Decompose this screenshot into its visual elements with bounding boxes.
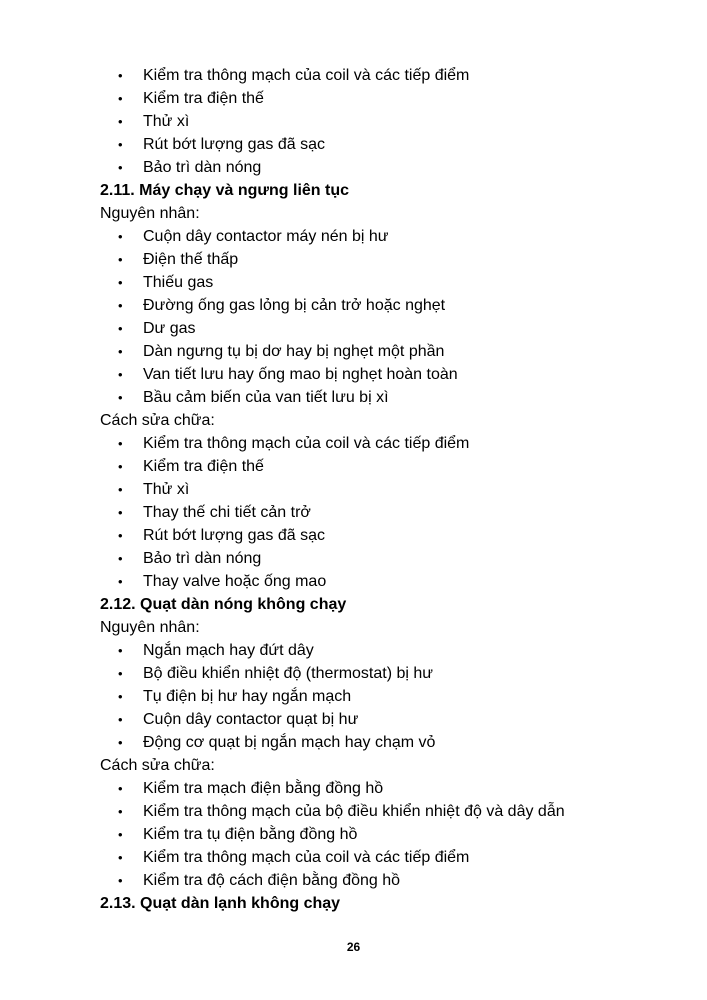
bullet-icon: •: [118, 436, 123, 451]
document-body: [0, 64, 707, 915]
list-item-text: Dư gas: [143, 320, 196, 337]
list-item: [0, 225, 707, 248]
list-item: [0, 156, 707, 179]
bullet-icon: •: [118, 689, 123, 704]
list-item: [0, 823, 707, 846]
list-item: [0, 547, 707, 570]
list-item-text: Thiếu gas: [143, 274, 214, 291]
list-item: [0, 570, 707, 593]
bullet-icon: •: [118, 367, 123, 382]
list-item-text: Đường ống gas lỏng bị cản trở hoặc nghẹt: [143, 297, 446, 314]
list-item-text: Kiểm tra thông mạch của bộ điều khiển nhiệt độ và dây dẫn: [143, 803, 565, 820]
list-item-text: Bộ điều khiển nhiệt độ (thermostat) bị hư: [143, 665, 433, 682]
bullet-icon: •: [118, 390, 123, 405]
bullet-icon: •: [118, 666, 123, 681]
bullet-icon: •: [118, 528, 123, 543]
list-item: [0, 340, 707, 363]
list-item: [0, 294, 707, 317]
list-item-text: Van tiết lưu hay ống mao bị nghẹt hoàn toàn: [143, 366, 458, 383]
list-item: [0, 87, 707, 110]
list-item-text: Bầu cảm biến của van tiết lưu bị xì: [143, 389, 389, 406]
bullet-icon: •: [118, 505, 123, 520]
bullet-icon: •: [118, 827, 123, 842]
section-heading: 2.13. Quạt dàn lạnh không chạy: [100, 895, 341, 912]
bullet-icon: •: [118, 321, 123, 336]
bullet-icon: •: [118, 712, 123, 727]
bullet-icon: •: [118, 574, 123, 589]
list-item-text: Bảo trì dàn nóng: [143, 159, 262, 176]
page-number: 26: [346, 940, 361, 954]
list-item-text: Ngắn mạch hay đứt dây: [143, 642, 314, 659]
list-item: [0, 846, 707, 869]
bullet-icon: •: [118, 873, 123, 888]
bullet-icon: •: [118, 781, 123, 796]
bullet-icon: •: [118, 114, 123, 129]
list-item-text: Rút bớt lượng gas đã sạc: [143, 527, 326, 544]
list-item-text: Kiểm tra thông mạch của coil và các tiếp điểm: [143, 435, 470, 452]
section-heading: 2.12. Quạt dàn nóng không chạy: [100, 596, 347, 613]
bullet-icon: •: [118, 551, 123, 566]
list-item: [0, 662, 707, 685]
bullet-icon: •: [118, 137, 123, 152]
list-item: [0, 386, 707, 409]
section-label: Cách sửa chữa:: [100, 757, 215, 774]
list-item: [0, 363, 707, 386]
list-item-text: Tụ điện bị hư hay ngắn mạch: [143, 688, 352, 705]
list-item: [0, 110, 707, 133]
list-item: [0, 133, 707, 156]
section-heading: 2.11. Máy chạy và ngưng liên tục: [100, 182, 350, 199]
list-item: [0, 639, 707, 662]
list-item: [0, 317, 707, 340]
list-item-text: Kiểm tra thông mạch của coil và các tiếp điểm: [143, 849, 470, 866]
list-item: [0, 800, 707, 823]
list-item-text: Điện thế thấp: [143, 251, 239, 268]
list-item: [0, 869, 707, 892]
list-item-text: Kiểm tra tụ điện bằng đồng hồ: [143, 826, 358, 843]
bullet-icon: •: [118, 252, 123, 267]
list-item-text: Dàn ngưng tụ bị dơ hay bị nghẹt một phần: [143, 343, 445, 360]
list-item: [0, 731, 707, 754]
list-item-text: Thay thế chi tiết cản trở: [143, 504, 311, 521]
bullet-icon: •: [118, 275, 123, 290]
list-item: [0, 248, 707, 271]
bullet-icon: •: [118, 735, 123, 750]
list-item-text: Kiểm tra điện thế: [143, 90, 264, 107]
list-item-text: Thử xì: [143, 481, 190, 498]
list-item: [0, 478, 707, 501]
list-item-text: Cuộn dây contactor máy nén bị hư: [143, 228, 389, 245]
list-item: [0, 271, 707, 294]
list-item-text: Cuộn dây contactor quạt bị hư: [143, 711, 359, 728]
bullet-icon: •: [118, 91, 123, 106]
list-item-text: Thay valve hoặc ống mao: [143, 573, 327, 590]
bullet-icon: •: [118, 643, 123, 658]
section-label: Cách sửa chữa:: [100, 412, 215, 429]
list-item-text: Kiểm tra mạch điện bằng đồng hồ: [143, 780, 384, 797]
bullet-icon: •: [118, 68, 123, 83]
bullet-icon: •: [118, 160, 123, 175]
list-item-text: Bảo trì dàn nóng: [143, 550, 262, 567]
list-item: [0, 708, 707, 731]
list-item: [0, 432, 707, 455]
list-item: [0, 64, 707, 87]
bullet-icon: •: [118, 850, 123, 865]
bullet-icon: •: [118, 459, 123, 474]
list-item-text: Rút bớt lượng gas đã sạc: [143, 136, 326, 153]
bullet-icon: •: [118, 344, 123, 359]
list-item: [0, 524, 707, 547]
list-item-text: Kiểm tra điện thế: [143, 458, 264, 475]
bullet-icon: •: [118, 482, 123, 497]
bullet-icon: •: [118, 298, 123, 313]
list-item: [0, 777, 707, 800]
list-item: [0, 455, 707, 478]
list-item-text: Kiểm tra thông mạch của coil và các tiếp điểm: [143, 67, 470, 84]
section-label: Nguyên nhân:: [100, 205, 200, 222]
list-item-text: Thử xì: [143, 113, 190, 130]
list-item-text: Động cơ quạt bị ngắn mạch hay chạm vỏ: [143, 734, 436, 751]
list-item: [0, 501, 707, 524]
list-item: [0, 685, 707, 708]
bullet-icon: •: [118, 804, 123, 819]
section-label: Nguyên nhân:: [100, 619, 200, 636]
list-item-text: Kiểm tra độ cách điện bằng đồng hồ: [143, 872, 401, 889]
bullet-icon: •: [118, 229, 123, 244]
